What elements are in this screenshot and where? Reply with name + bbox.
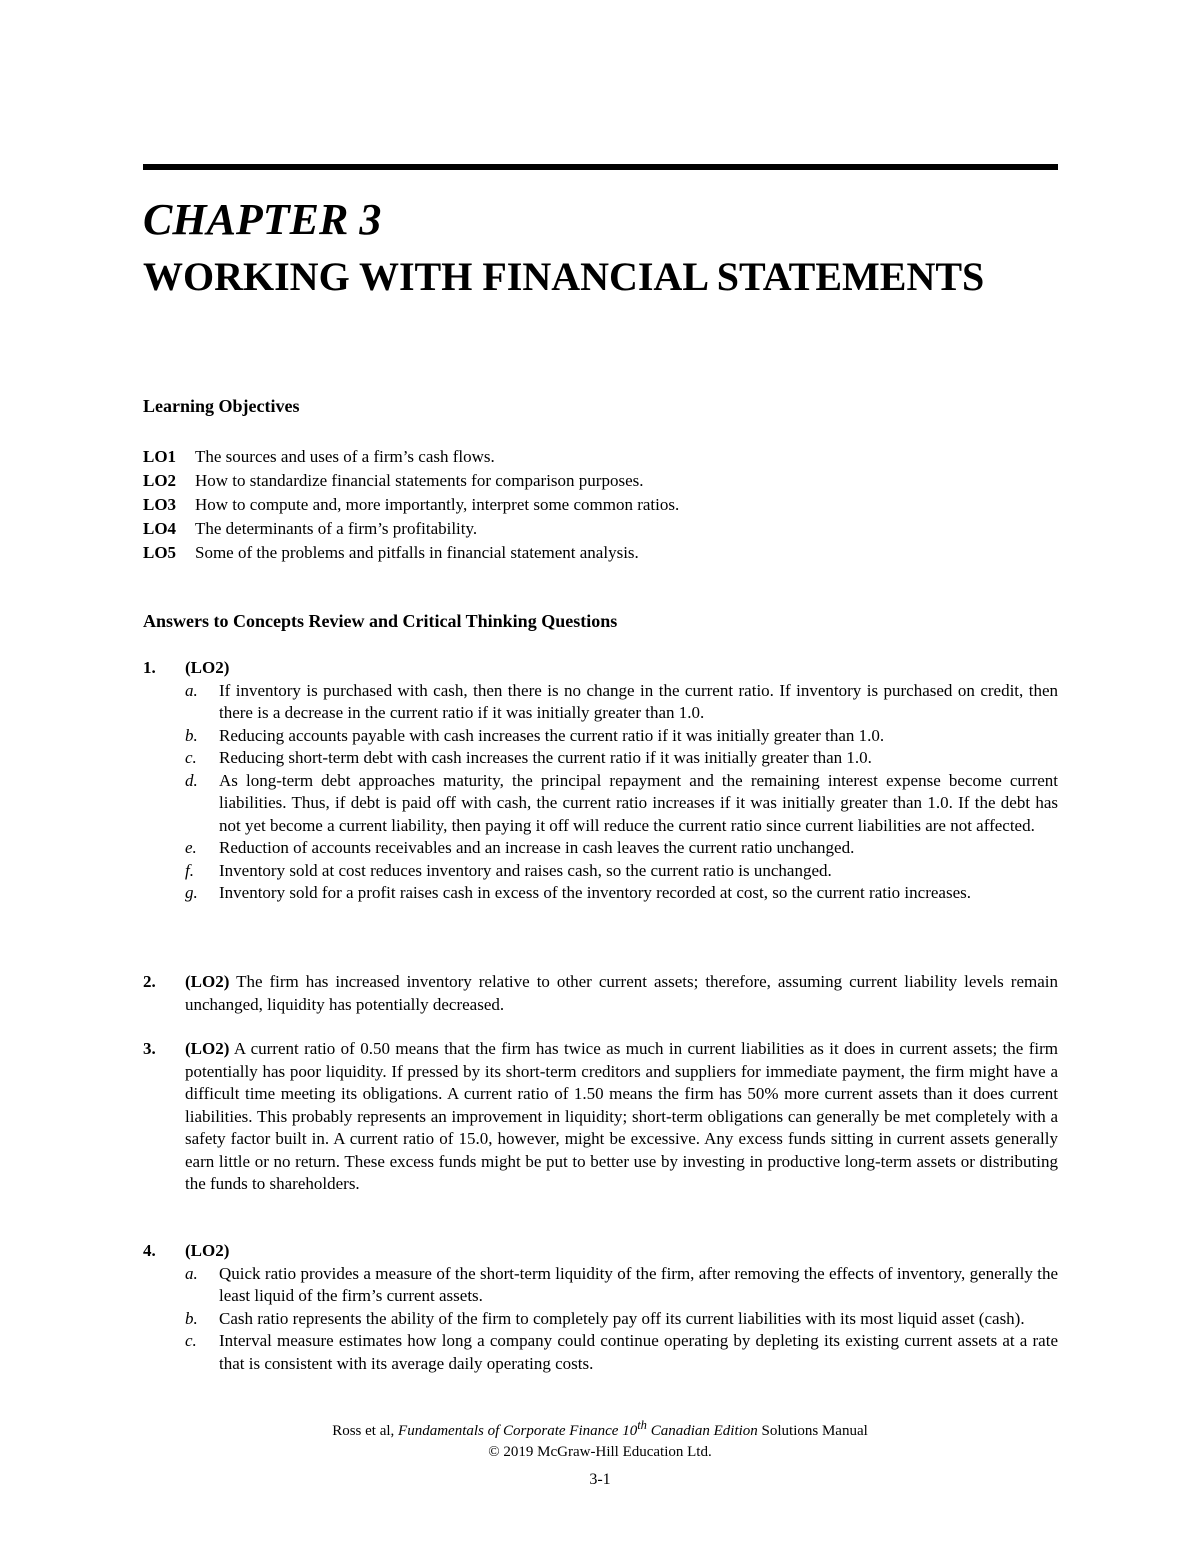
sub-answer [185,770,1058,838]
lo-code: LO1 [143,447,177,466]
lo-code: LO3 [143,495,177,514]
sub-text: Quick ratio provides a measure of the short-term liquidity of the firm, after removing the effects of inventory, generally the least liquid of the firm’s current assets. [219,1263,1058,1305]
learning-objective-item [143,469,679,493]
question-text: A current ratio of 0.50 means that the firm has twice as much in current liabilities as it does in current assets; the firm potentially has poor liquidity. If pressed by its short-term creditors and suppliers for immediate payment, the firm might have a difficult time meeting its obligations. A current ratio of 1.50 means the firm has 50% more current assets than it does current liabilities. This probably represents an improvement in liquidity; short-term obligations can generally be met completely with a safety factor built in. A current ratio of 15.0, however, might be excessive. Any excess funds sitting in current assets generally earn little or no return. These excess funds might be put to better use by investing in productive long-term assets or distributing the funds to shareholders. [185,1039,1058,1193]
sub-answer [185,837,1058,860]
footer-prefix: Ross et al, [332,1423,399,1439]
question-lo-tag: (LO2) [185,658,230,677]
answers-heading: Answers to Concepts Review and Critical Thinking Questions [143,611,618,631]
header-rule [143,164,1058,170]
sub-text: Reduction of accounts receivables and an increase in cash leaves the current ratio unchanged. [219,838,855,857]
sub-letter: a. [185,1263,198,1283]
question-body [185,971,1058,1016]
footer-edition-sup: th [637,1418,647,1432]
sub-letter: b. [185,725,198,745]
question-lo-tag: (LO2) [185,1039,230,1058]
sub-answer [185,860,1058,883]
sub-letter: g. [185,883,198,902]
lo-code: LO4 [143,519,177,538]
sub-text: Reducing accounts payable with cash increases the current ratio if it was initially greater than 1.0. [219,725,885,745]
question-lo-tag: (LO2) [185,1241,230,1260]
sub-letter: d. [185,770,198,790]
lo-text: The sources and uses of a firm’s cash flows. [195,447,495,466]
page-footer [0,1415,1200,1490]
learning-objective-item [143,517,679,541]
sub-answer [185,747,1058,770]
question-body [185,1240,1058,1375]
question-number: 3. [143,1039,156,1058]
question-4 [143,1240,1058,1375]
learning-objectives-heading: Learning Objectives [143,396,300,416]
question-lo-tag: (LO2) [185,972,230,991]
sub-text: Inventory sold at cost reduces inventory and raises cash, so the current ratio is unchanged. [219,860,832,880]
lo-code: LO5 [143,543,177,562]
question-text: The firm has increased inventory relative to other current assets; therefore, assuming current liability levels remain unchanged, liquidity has potentially decreased. [185,972,1058,1014]
learning-objective-item [143,541,679,565]
lo-text: How to compute and, more importantly, interpret some common ratios. [195,495,680,514]
sub-answer [185,1308,1058,1331]
question-3 [143,1038,1058,1196]
footer-copyright: © 2019 McGraw-Hill Education Ltd. [488,1444,712,1460]
question-1 [143,657,1058,905]
question-number: 4. [143,1241,156,1260]
sub-text: If inventory is purchased with cash, then there is no change in the current ratio. If inventory is purchased on credit, then there is a decrease in the current ratio if it was initially greater than 1.0. [219,680,1058,722]
lo-text: Some of the problems and pitfalls in financial statement analysis. [195,543,639,562]
sub-letter: e. [185,838,197,857]
lo-text: The determinants of a firm’s profitability. [195,519,478,538]
sub-letter: c. [185,748,197,767]
question-number: 1. [143,658,156,677]
footer-edition: Canadian Edition [646,1423,758,1439]
sub-text: Reducing short-term debt with cash increases the current ratio if it was initially greater than 1.0. [219,748,872,767]
sub-answer [185,882,1058,905]
sub-letter: f. [185,860,194,880]
sub-answer [185,1263,1058,1308]
learning-objective-item [143,445,679,469]
sub-answer [185,680,1058,725]
chapter-title: WORKING WITH FINANCIAL STATEMENTS [143,254,985,299]
learning-objective-item [143,493,679,517]
page-number: 3-1 [589,1471,611,1488]
sub-text: As long-term debt approaches maturity, the principal repayment and the remaining interest expense become current liabilities. Thus, if debt is paid off with cash, the current ratio increases if it was initially greater than 1.0. If the debt has not yet become a current liability, then paying it off will reduce the current ratio since current liabilities are not affected. [219,770,1058,835]
sub-text: Inventory sold for a profit raises cash in excess of the inventory recorded at cost, so the current ratio increases. [219,883,971,902]
lo-text: How to standardize financial statements for comparison purposes. [195,471,644,490]
question-2 [143,971,1058,1016]
learning-objectives-list [143,445,679,565]
question-number: 2. [143,972,156,991]
sub-letter: b. [185,1308,198,1328]
question-body [185,1038,1058,1196]
footer-suffix: Solutions Manual [757,1423,868,1439]
question-body [185,657,1058,905]
footer-book-title: Fundamentals of Corporate Finance 10 [398,1423,638,1439]
sub-answer [185,725,1058,748]
sub-letter: a. [185,680,198,700]
sub-letter: c. [185,1331,197,1350]
sub-text: Interval measure estimates how long a company could continue operating by depleting its existing current assets at a rate that is consistent with its average daily operating costs. [219,1331,1058,1373]
footer-citation [0,1415,1200,1442]
chapter-label: CHAPTER 3 [143,195,382,244]
sub-answer [185,1330,1058,1375]
sub-text: Cash ratio represents the ability of the firm to completely pay off its current liabilities with its most liquid asset (cash). [219,1308,1025,1328]
lo-code: LO2 [143,471,177,490]
